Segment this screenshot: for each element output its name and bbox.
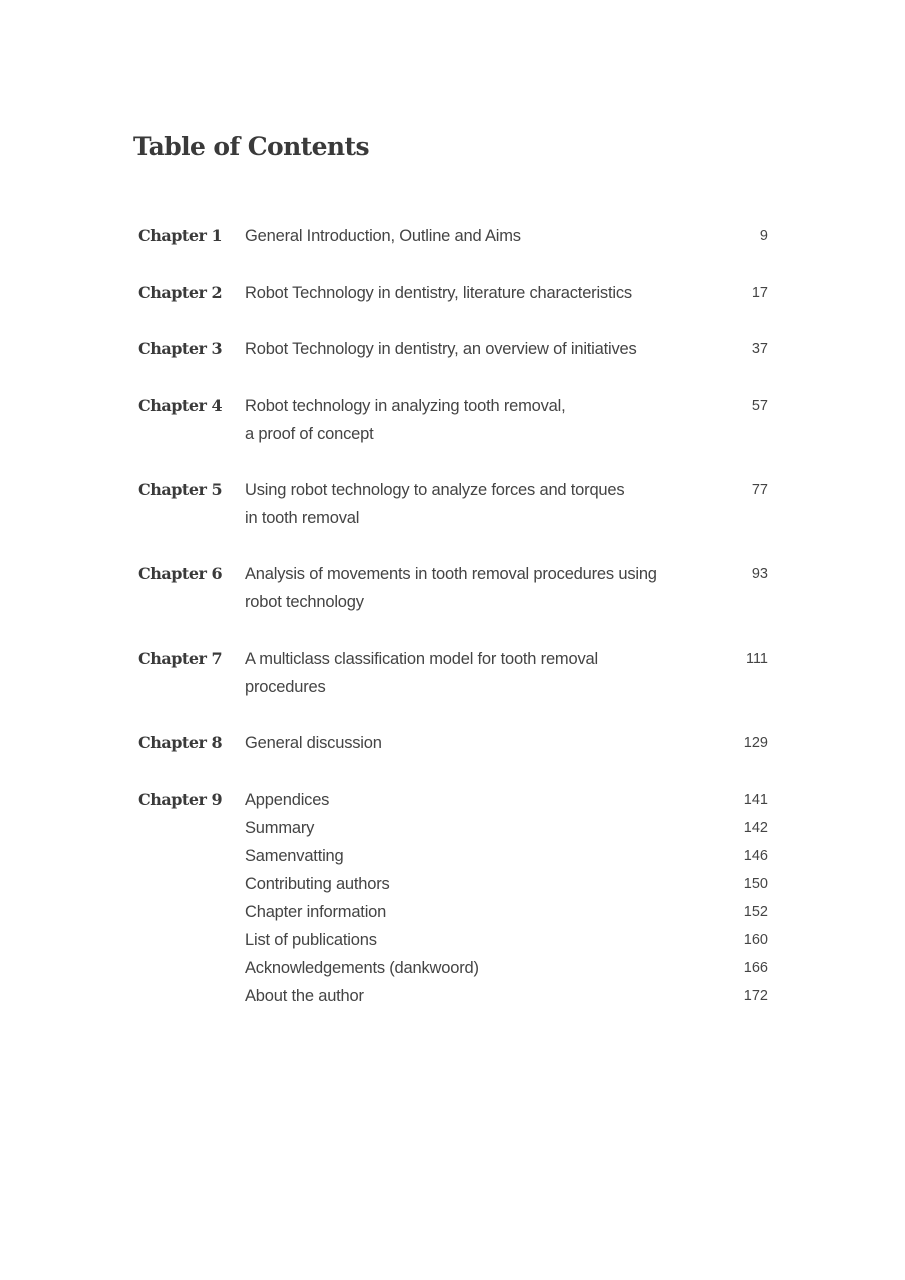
- chapter-entries: [245, 392, 768, 448]
- toc-entry[interactable]: [245, 222, 768, 250]
- entry-page-number: 57: [751, 398, 768, 414]
- entry-title: Summary: [245, 819, 315, 837]
- entry-title: Samenvatting: [245, 847, 344, 865]
- entry-title: List of publications: [245, 931, 377, 949]
- toc-entry[interactable]: [245, 954, 768, 982]
- entry-page-number: 37: [751, 341, 768, 357]
- chapter-entries: [245, 335, 768, 363]
- chapter-entries: [245, 729, 768, 757]
- entry-title: Appendices: [245, 791, 330, 809]
- chapter-label: Chapter 5: [138, 480, 223, 499]
- toc-entry[interactable]: [245, 870, 768, 898]
- entry-title: General discussion: [245, 734, 382, 752]
- toc-row: [138, 645, 768, 701]
- toc-row: [138, 786, 768, 1010]
- entry-page-number: 77: [751, 482, 768, 498]
- chapter-entries: [245, 645, 768, 701]
- toc-row: [138, 392, 768, 448]
- chapter-label: Chapter 2: [138, 283, 223, 302]
- chapter-entries: [245, 279, 768, 307]
- entry-page-number: 9: [759, 228, 768, 244]
- entry-page-number: 129: [743, 735, 768, 751]
- entry-title: General Introduction, Outline and Aims: [245, 227, 521, 245]
- entry-title: A multiclass classification model for tooth removal procedures: [245, 650, 598, 696]
- chapter-label: Chapter 9: [138, 790, 223, 809]
- toc-entry[interactable]: [245, 786, 768, 814]
- entry-page-number: 17: [751, 285, 768, 301]
- toc-entry[interactable]: [245, 560, 768, 616]
- entry-page-number: 150: [743, 876, 768, 892]
- toc-entry[interactable]: [245, 392, 768, 448]
- entry-page-number: 111: [745, 651, 768, 667]
- entry-page-number: 152: [743, 904, 768, 920]
- toc-row: [138, 729, 768, 757]
- entry-page-number: 172: [743, 988, 768, 1004]
- toc-entry[interactable]: [245, 982, 768, 1010]
- entry-page-number: 166: [743, 960, 768, 976]
- toc-row: [138, 222, 768, 250]
- entry-page-number: 141: [743, 792, 768, 808]
- toc-list: [138, 222, 768, 1010]
- toc-entry[interactable]: [245, 898, 768, 926]
- chapter-label: Chapter 7: [138, 649, 223, 668]
- toc-row: [138, 476, 768, 532]
- entry-page-number: 146: [743, 848, 768, 864]
- chapter-entries: [245, 476, 768, 532]
- chapter-entries: [245, 560, 768, 616]
- chapter-label: Chapter 6: [138, 564, 223, 583]
- toc-entry[interactable]: [245, 476, 768, 532]
- entry-title: About the author: [245, 987, 364, 1005]
- entry-page-number: 93: [751, 566, 768, 582]
- chapter-label: Chapter 3: [138, 339, 223, 358]
- entry-page-number: 160: [743, 932, 768, 948]
- toc-entry[interactable]: [245, 729, 768, 757]
- entry-title: Chapter information: [245, 903, 387, 921]
- chapter-label: Chapter 8: [138, 733, 223, 752]
- entry-title: Robot technology in analyzing tooth removal, a proof of concept: [245, 397, 566, 443]
- chapter-entries: [245, 786, 768, 1010]
- toc-row: [138, 335, 768, 363]
- entry-title: Acknowledgements (dankwoord): [245, 959, 479, 977]
- chapter-entries: [245, 222, 768, 250]
- toc-entry[interactable]: [245, 926, 768, 954]
- chapter-label: Chapter 1: [138, 226, 223, 245]
- entry-title: Robot Technology in dentistry, an overview of initiatives: [245, 340, 637, 358]
- toc-entry[interactable]: [245, 335, 768, 363]
- toc-entry[interactable]: [245, 842, 768, 870]
- toc-title: Table of Contents: [133, 132, 369, 161]
- toc-row: [138, 560, 768, 616]
- entry-page-number: 142: [743, 820, 768, 836]
- toc-entry[interactable]: [245, 279, 768, 307]
- toc-entry[interactable]: [245, 645, 768, 701]
- chapter-label: Chapter 4: [138, 396, 223, 415]
- entry-title: Contributing authors: [245, 875, 390, 893]
- toc-row: [138, 279, 768, 307]
- entry-title: Using robot technology to analyze forces and torques in tooth removal: [245, 481, 625, 527]
- entry-title: Robot Technology in dentistry, literature characteristics: [245, 284, 632, 302]
- toc-entry[interactable]: [245, 814, 768, 842]
- entry-title: Analysis of movements in tooth removal procedures using robot technology: [245, 565, 657, 611]
